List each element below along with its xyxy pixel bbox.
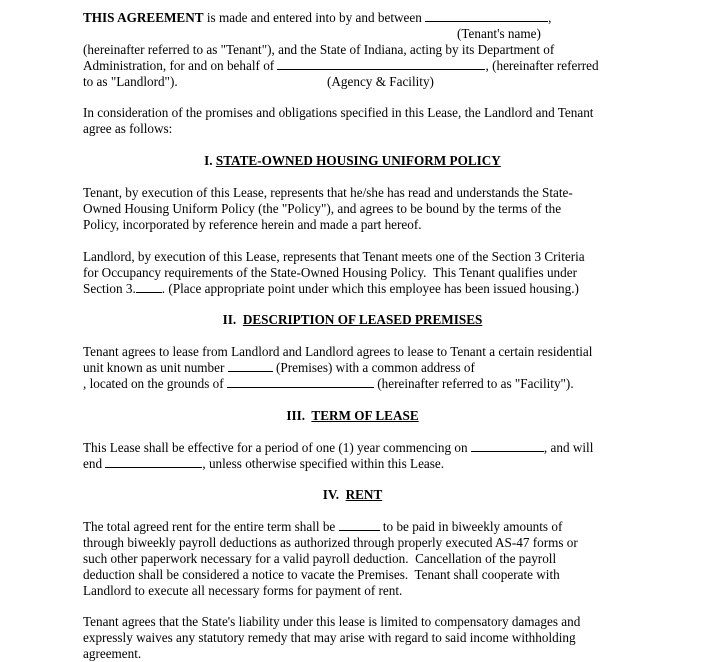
- term-line-2: [83, 456, 444, 472]
- section-3-point-blank[interactable]: [136, 281, 162, 293]
- liability-line-2: expressly waives any statutory remedy that may arise with regard to said income withholding: [83, 630, 576, 645]
- intro-line-1: [83, 10, 551, 26]
- section-3-number: III.: [286, 408, 312, 423]
- consideration-line-1: In consideration of the promises and obligations specified in this Lease, the Landlord and Tenant: [83, 105, 594, 120]
- premises-text: (Premises) with a common address of: [272, 360, 475, 375]
- intro-l3-end: , (hereinafter referred: [485, 58, 599, 73]
- section-3-note: . (Place appropriate point under which this employee has been issued housing.): [161, 281, 579, 296]
- section-3-label: Section 3.: [83, 281, 136, 296]
- intro-comma: ,: [548, 10, 552, 25]
- section-1-p2-line-2: for Occupancy requirements of the State-Owned Housing Policy. This Tenant qualifies under: [83, 265, 577, 280]
- section-1-p2-line-1: Landlord, by execution of this Lease, represents that Tenant meets one of the Section 3 Criteria: [83, 249, 585, 264]
- rent-line-1: [83, 519, 562, 535]
- section-2-number: II.: [222, 312, 243, 327]
- liability-line-3: agreement.: [83, 646, 142, 661]
- section-1-title: STATE-OWNED HOUSING UNIFORM POLICY: [215, 153, 501, 168]
- intro-text: is made and entered into by and between: [203, 10, 426, 25]
- intro-line-3: [83, 58, 599, 74]
- agency-facility-blank[interactable]: [277, 58, 485, 70]
- rent-line-2: through biweekly payroll deductions as authorized through properly executed AS-47 forms or: [83, 535, 578, 550]
- section-1-heading: [0, 153, 705, 169]
- section-3-heading: [0, 408, 705, 424]
- section-4-heading: [0, 487, 705, 503]
- section-2-title: DESCRIPTION OF LEASED PREMISES: [242, 312, 483, 327]
- section-1-p2-line-3: [83, 281, 579, 297]
- unit-label: unit known as unit number: [83, 360, 228, 375]
- section-2-heading: [0, 312, 705, 328]
- agency-caption: (Agency & Facility): [327, 74, 434, 89]
- section-1-p1-line-3: Policy, incorporated by reference herein and made a part hereof.: [83, 217, 422, 232]
- grounds-label: , located on the grounds of: [83, 376, 227, 391]
- section-1-p1-line-2: Owned Housing Uniform Policy (the "Policy"), and agrees to be bound by the terms of the: [83, 201, 562, 216]
- facility-text: (hereinafter referred to as "Facility").: [373, 376, 574, 391]
- section-2-line-1: Tenant agrees to lease from Landlord and Landlord agrees to lease to Tenant a certain residential: [83, 344, 593, 359]
- rent-line-5: Landlord to execute all necessary forms for payment of rent.: [83, 583, 403, 598]
- rent-biweekly-text: to be paid in biweekly amounts of: [379, 519, 563, 534]
- section-2-line-2: [83, 360, 475, 376]
- total-rent-blank[interactable]: [339, 519, 380, 531]
- agreement-label: THIS AGREEMENT: [83, 10, 204, 25]
- term-line-1: [83, 440, 593, 456]
- term-start-text: This Lease shall be effective for a period of one (1) year commencing on: [83, 440, 471, 455]
- section-4-title: RENT: [345, 487, 383, 502]
- intro-line-4: to as "Landlord").: [83, 74, 178, 89]
- tenant-name-caption: (Tenant's name): [457, 26, 541, 41]
- facility-grounds-blank[interactable]: [227, 376, 374, 388]
- section-1-p1-line-1: Tenant, by execution of this Lease, represents that he/she has read and understands the State-: [83, 185, 573, 200]
- consideration-line-2: agree as follows:: [83, 121, 173, 136]
- tenant-name-blank[interactable]: [425, 10, 548, 22]
- liability-line-1: Tenant agrees that the State's liability under this lease is limited to compensatory damages and: [83, 614, 581, 629]
- section-1-number: I.: [204, 153, 216, 168]
- end-date-blank[interactable]: [105, 456, 202, 468]
- term-end-text: , unless otherwise specified within this Lease.: [202, 456, 445, 471]
- term-end-label: end: [83, 456, 106, 471]
- section-3-title: TERM OF LEASE: [311, 408, 419, 423]
- rent-line-4: deduction shall be considered a notice to vacate the Premises. Tenant shall cooperate with: [83, 567, 560, 582]
- section-2-line-3: [83, 376, 574, 392]
- intro-line-2: (hereinafter referred to as "Tenant"), and the State of Indiana, acting by its Department of: [83, 42, 555, 57]
- intro-l3-start: Administration, for and on behalf of: [83, 58, 278, 73]
- rent-start-text: The total agreed rent for the entire term shall be: [83, 519, 339, 534]
- term-and-will: , and will: [543, 440, 594, 455]
- unit-number-blank[interactable]: [228, 360, 273, 372]
- section-4-number: IV.: [322, 487, 346, 502]
- commence-date-blank[interactable]: [471, 440, 544, 452]
- rent-line-3: such other paperwork necessary for a valid payroll deduction. Cancellation of the payroll: [83, 551, 557, 566]
